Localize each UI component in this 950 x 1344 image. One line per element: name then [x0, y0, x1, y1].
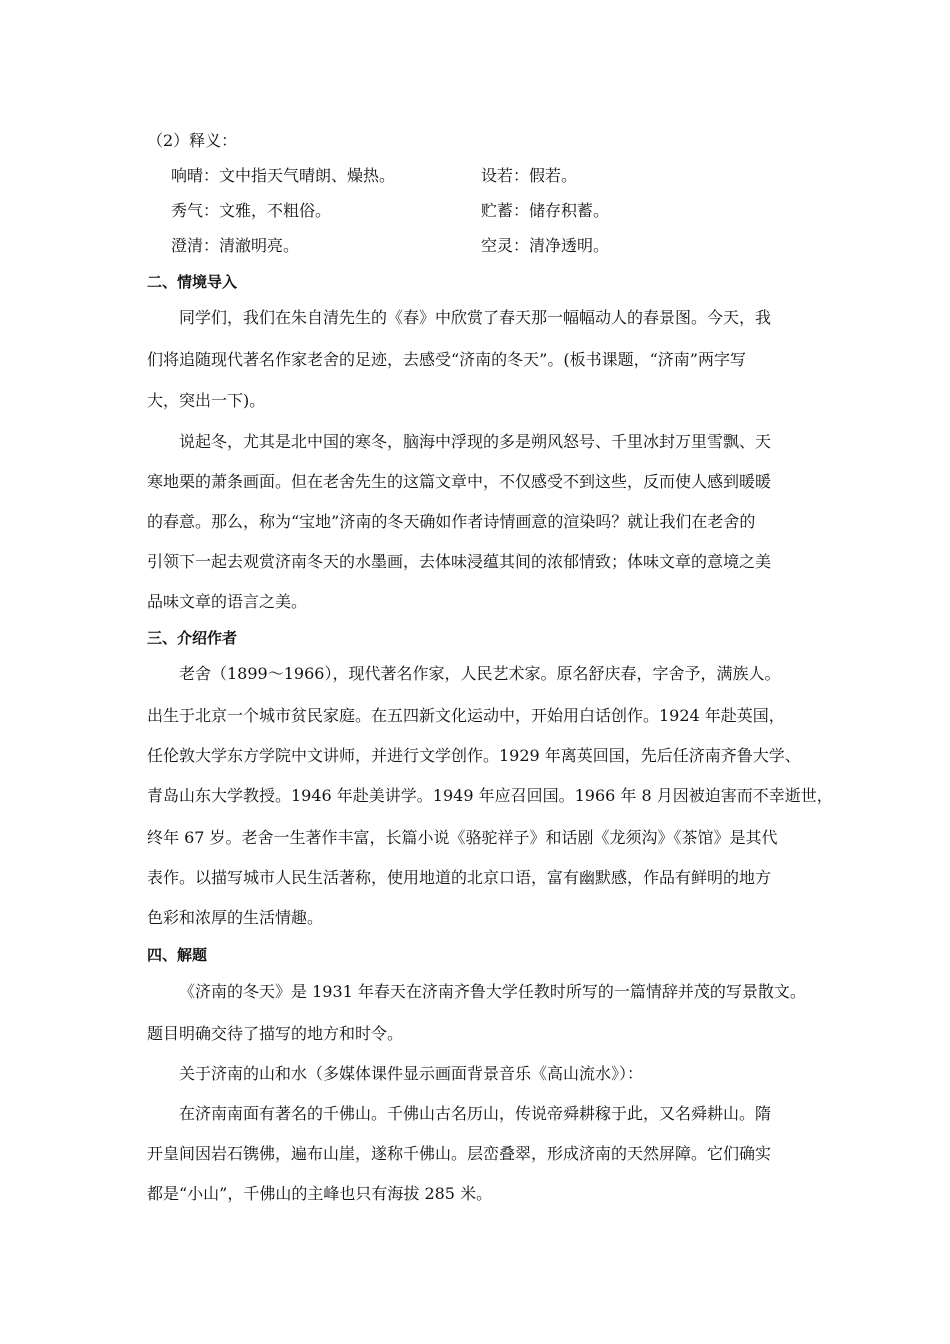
- section-heading: 四、解题: [147, 946, 208, 964]
- paragraph-line: 大，突出一下)。: [147, 391, 266, 410]
- paragraph-line: 出生于北京一个城市贫民家庭。在五四新文化运动中，开始用白话创作。1924 年赴英国，: [147, 706, 785, 725]
- paragraph-line: 表作。以描写城市人民生活著称，使用地道的北京口语，富有幽默感，作品有鲜明的地方: [147, 868, 772, 887]
- paragraph-line: 老舍（1899～1966），现代著名作家，人民艺术家。原名舒庆春，字舍予，满族人。: [179, 664, 781, 683]
- paragraph-line: 同学们，我们在朱自清先生的《春》中欣赏了春天那一幅幅动人的春景图。今天，我: [179, 308, 772, 327]
- paragraph-line: 们将追随现代著名作家老舍的足迹，去感受“济南的冬天”。(板书课题，“济南”两字写: [147, 350, 746, 369]
- glossary-term: 设若：假若。: [481, 166, 578, 185]
- paragraph-line: 终年 67 岁。老舍一生著作丰富，长篇小说《骆驼祥子》和话剧《龙须沟》《茶馆》是其代: [147, 828, 778, 847]
- paragraph-line: 品味文章的语言之美。: [147, 592, 308, 611]
- paragraph-line: 在济南南面有著名的千佛山。千佛山古名历山，传说帝舜耕稼于此，又名舜耕山。隋: [179, 1104, 772, 1123]
- section-heading: 二、情境导入: [147, 273, 238, 291]
- paragraph-line: 关于济南的山和水（多媒体课件显示画面背景音乐《高山流水》）：: [179, 1064, 644, 1083]
- paragraph-line: 都是“小山”，千佛山的主峰也只有海拔 285 米。: [147, 1184, 493, 1203]
- paragraph-line: 题目明确交待了描写的地方和时令。: [147, 1024, 404, 1043]
- glossary-term: 响晴：文中指天气晴朗、燥热。: [171, 166, 396, 185]
- section-label: （2）释义：: [147, 131, 238, 150]
- paragraph-line: 说起冬，尤其是北中国的寒冬，脑海中浮现的多是朔风怒号、千里冰封万里雪飘、天: [179, 432, 772, 451]
- paragraph-line: 开皇间因岩石镌佛，遍布山崖，遂称千佛山。层峦叠翠，形成济南的天然屏障。它们确实: [147, 1144, 772, 1163]
- glossary-term: 秀气：文雅，不粗俗。: [171, 201, 332, 220]
- section-heading: 三、介绍作者: [147, 629, 238, 647]
- paragraph-line: 的春意。那么，称为“宝地”济南的冬天确如作者诗情画意的渲染吗？就让我们在老舍的: [147, 512, 756, 531]
- glossary-term: 澄清：清澈明亮。: [171, 236, 300, 255]
- paragraph-line: 青岛山东大学教授。1946 年赴美讲学。1949 年应召回国。1966 年 8 月因被迫害而不幸逝世，: [147, 786, 833, 805]
- glossary-term: 贮蓄：储存积蓄。: [481, 201, 610, 220]
- glossary-term: 空灵：清净透明。: [481, 236, 610, 255]
- paragraph-line: 引领下一起去观赏济南冬天的水墨画，去体味浸蕴其间的浓郁情致；体味文章的意境之美: [147, 552, 772, 571]
- paragraph-line: 任伦敦大学东方学院中文讲师，并进行文学创作。1929 年离英回国，先后任济南齐鲁大学、: [147, 746, 801, 765]
- paragraph-line: 《济南的冬天》是 1931 年春天在济南齐鲁大学任教时所写的一篇情辞并茂的写景散文。: [179, 982, 806, 1001]
- paragraph-line: 色彩和浓厚的生活情趣。: [147, 908, 324, 927]
- paragraph-line: 寒地栗的萧条画面。但在老舍先生的这篇文章中，不仅感受不到这些，反而使人感到暖暖: [147, 472, 772, 491]
